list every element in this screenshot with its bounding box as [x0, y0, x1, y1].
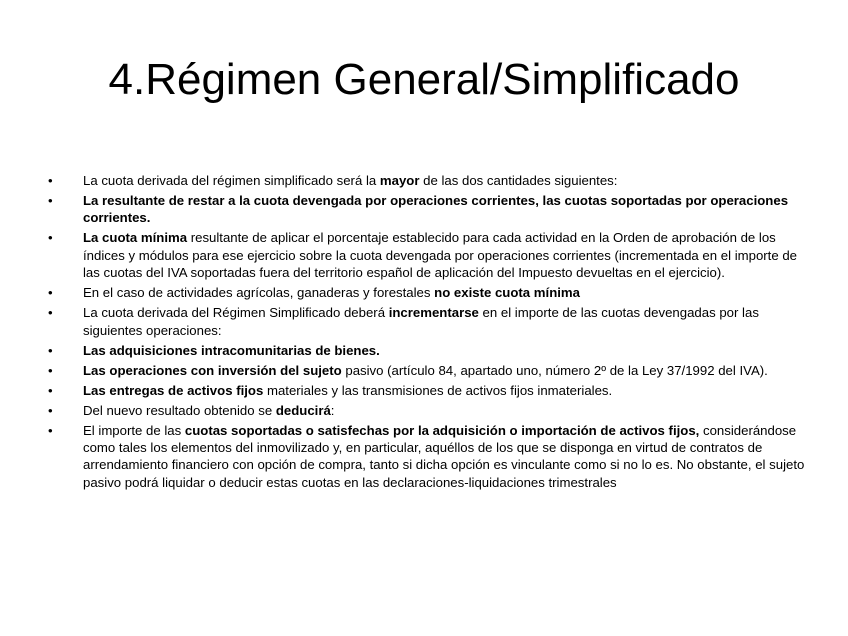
text-run-bold: Las entregas de activos fijos [83, 382, 264, 398]
bullet-item [48, 172, 808, 189]
bullet-icon [48, 382, 62, 399]
text-run: pasivo (artículo 84, apartado uno, número 2º de la Ley 37/1992 del IVA). [341, 362, 768, 378]
text-run: materiales y las transmisiones de activos fijos inmateriales. [263, 382, 613, 398]
bullet-text [83, 193, 788, 225]
text-run: de las dos cantidades siguientes: [419, 173, 618, 188]
text-run: en el importe de las cuotas devengadas por las siguientes operaciones: [83, 305, 759, 338]
bullet-icon [48, 192, 62, 209]
bullet-text [83, 403, 334, 418]
text-run: En el caso de actividades agrícolas, ganaderas y forestales [83, 285, 435, 301]
bullet-text [83, 363, 768, 378]
bullet-item [48, 192, 808, 227]
bullet-text [83, 383, 612, 398]
bullet-text [83, 173, 617, 188]
bullet-text [83, 285, 580, 300]
bullet-icon [48, 172, 62, 189]
bullet-icon [48, 362, 62, 379]
text-run-bold: no existe cuota mínima [434, 285, 580, 301]
bullet-icon [48, 402, 62, 419]
text-run-bold: cuotas soportadas o satisfechas por la adquisición o importación de activos fijos, [184, 422, 700, 438]
bullet-item [48, 284, 808, 301]
bullet-icon [48, 422, 62, 439]
bullet-item [48, 229, 808, 281]
text-run: resultante de aplicar el porcentaje establecido para cada actividad en la Orden de aprobación de los índices y módulos para ese ejercicio sobre la cuota devengada por operaciones corrientes (incrementada en el importe de las cuotas del IVA soportadas fuera del territorio español de aplicación del Impuesto devueltas en el ejercicio). [83, 230, 797, 281]
bullet-icon [48, 342, 62, 359]
text-run: : [330, 402, 335, 418]
text-run-bold: incrementarse [388, 305, 479, 321]
text-run: considerándose como tales los elementos del inmovilizado y, en particular, aquéllos de los que se disponga en virtud de contratos de arrendamiento financiero con opción de compra, tanto si dicha opción es vinculante como si no lo es. No obstante, el sujeto pasivo podrá liquidar o deducir estas cuotas en las declaraciones-liquidaciones trimestrales [83, 422, 805, 490]
text-run-bold: mayor [379, 173, 420, 188]
bullet-icon [48, 304, 62, 321]
slide-title: 4.Régimen General/Simplificado [108, 55, 740, 104]
bullet-item [48, 362, 808, 379]
bullet-text [83, 230, 797, 280]
text-run-bold: Las adquisiciones intracomunitarias de bienes. [83, 342, 380, 358]
bullet-item [48, 422, 808, 492]
bullet-icon [48, 284, 62, 301]
bullet-list [48, 172, 808, 494]
text-run: La cuota derivada del Régimen Simplificado deberá [83, 305, 389, 321]
text-run-bold: La cuota mínima [83, 230, 188, 246]
text-run-bold: Las operaciones con inversión del sujeto [83, 362, 342, 378]
text-run: El importe de las [83, 422, 185, 438]
text-run-bold: La resultante de restar a la cuota devengada por operaciones corrientes, las cuotas soportadas por operaciones corrientes. [83, 193, 789, 226]
bullet-icon [48, 229, 62, 246]
bullet-item [48, 382, 808, 399]
bullet-text [83, 343, 380, 358]
text-run: Del nuevo resultado obtenido se [83, 402, 276, 418]
text-run: La cuota derivada del régimen simplificado será la [83, 173, 380, 188]
bullet-item [48, 304, 808, 339]
bullet-item [48, 402, 808, 419]
bullet-item [48, 342, 808, 359]
bullet-text [83, 305, 759, 337]
text-run-bold: deducirá [275, 402, 331, 418]
bullet-text [83, 423, 804, 490]
